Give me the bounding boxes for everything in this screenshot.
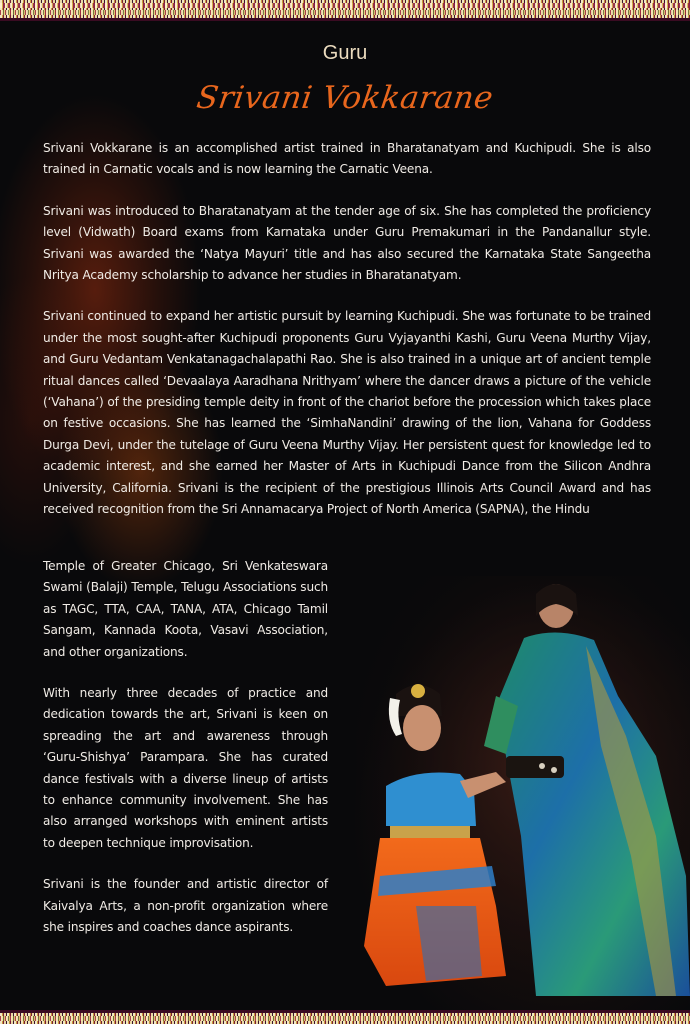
bio-paragraph: Temple of Greater Chicago, Sri Venkateswara Swami (Balaji) Temple, Telugu Associations such as TAGC, TTA, CAA, TANA, ATA, Chicago Tamil Sangam, Kannada Koota, Vasavi Association, and other organizations.: [43, 559, 328, 659]
bio-paragraph: Srivani was introduced to Bharatanatyam at the tender age of six. She has completed the proficiency level (Vidwath) Board exams from Karnataka under Guru Premakumari in the Pandanallur style. Srivani was awarded the ‘Natya Mayuri’ title and has also secured the Karnataka State Sangeetha Nritya Academy scholarship to advance her studies in Bharatanatyam.: [43, 203, 651, 283]
decorative-border-bottom: [0, 1010, 690, 1024]
bio-paragraph: Srivani is the founder and artistic director of Kaivalya Arts, a non-profit organization where she inspires and coaches dance aspirants.: [43, 877, 328, 935]
bio-paragraph: Srivani Vokkarane is an accomplished artist trained in Bharatanatyam and Kuchipudi. She is also trained in Carnatic vocals and is now learning the Carnatic Veena.: [43, 141, 651, 177]
bio-text-column: [43, 556, 328, 959]
portrait-photo: [356, 576, 690, 996]
bio-paragraph: Srivani continued to expand her artistic pursuit by learning Kuchipudi. She was fortunate to be trained under the most sought-after Kuchipudi proponents Guru Vyjayanthi Kashi, Guru Veena Murthy Vijay, and Guru Vedantam Venkatanagachalapathi Rao. She is also trained in a unique art of ancient temple ritual dances called ‘Devaalaya Aaradhana Nrithyam’ where the dancer draws a picture of the vehicle (‘Vahana’) of the presiding temple deity in front of the chariot before the procession which takes place on festive occasions. She has learned the ‘SimhaNandini’ drawing of the lion, Vahana for Goddess Durga Devi, under the tutelage of Guru Veena Murthy Vijay. Her persistent quest for knowledge led to academic interest, and she earned her Master of Arts in Kuchipudi Dance from the Silicon Andhra University, California. Srivani is the recipient of the prestigious Illinois Arts Council Award and has received recognition from the Sri Annamacarya Project of North America (SAPNA), the Hindu: [43, 309, 651, 517]
ankle-bells-bundle: [506, 756, 564, 778]
header-kicker: Guru: [322, 42, 368, 64]
page-title: Srivani Vokkarane: [194, 80, 496, 116]
bio-paragraph: With nearly three decades of practice and dedication towards the art, Srivani is keen on spreading the art and awareness through ‘Guru-Shishya’ Parampara. She has curated dance festivals with a diverse lineup of artists to enhance community involvement. She has also arranged workshops with eminent artists to deepen technique improvisation.: [43, 686, 328, 850]
bio-text-full-width: [43, 138, 651, 521]
decorative-border-top: [0, 0, 690, 21]
